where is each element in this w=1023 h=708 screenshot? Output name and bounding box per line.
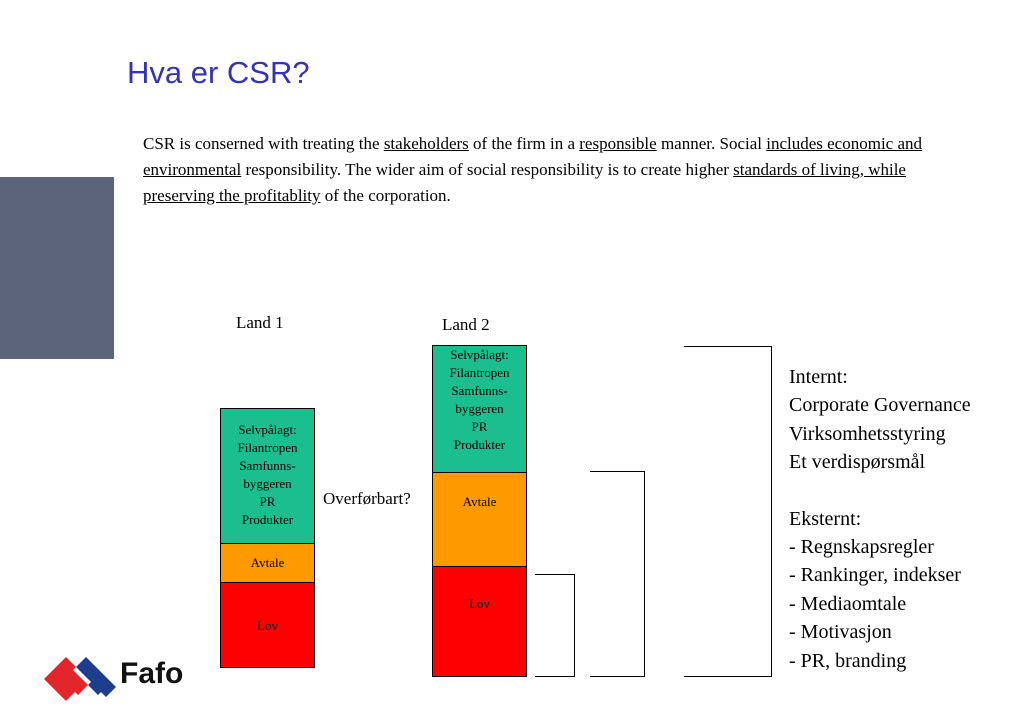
land1-green-line: Samfunns- [239, 458, 296, 473]
intro-text-5: of the corporation. [320, 186, 451, 205]
land2-green-line: Filantropen [449, 365, 510, 380]
land2-green-line: PR [471, 419, 488, 434]
land1-orange-label: Avtale [250, 555, 285, 570]
bracket-small [535, 574, 575, 677]
land1-green-segment [221, 409, 314, 544]
land2-green-line: Produkter [453, 437, 506, 452]
note-external-item: - Mediaomtale [789, 592, 907, 615]
land2-green-line: Samfunns- [451, 383, 508, 398]
notes-list [789, 363, 971, 675]
land2-red-label: Lov [469, 596, 490, 611]
intro-text-1: CSR is conserned with treating the [143, 134, 384, 153]
land2-stack [432, 345, 527, 677]
intro-paragraph [143, 131, 973, 209]
intro-text-2: of the firm in a [468, 134, 580, 153]
note-internal-heading: Internt: [789, 366, 848, 388]
intro-underline-responsible: responsible [579, 134, 657, 153]
note-internal-item: Virksomhetsstyring [789, 422, 946, 445]
land1-green-line: byggeren [243, 476, 292, 491]
bracket-large [684, 346, 772, 677]
fafo-logo-text: Fafo [120, 657, 184, 690]
land1-green-line: Filantropen [237, 440, 298, 455]
intro-underline-standards: standards of living, while preserving the profitablity [143, 160, 906, 205]
intro-link-stakeholders: stakeholders [383, 134, 469, 153]
note-external-heading: Eksternt: [789, 507, 862, 530]
land1-label: Land 1 [236, 313, 284, 332]
transferable-question: Overførbart? [323, 489, 411, 508]
note-external-item: - Rankinger, indekser [789, 564, 961, 587]
intro-underline-economic: includes economic and environmental [143, 134, 923, 179]
land1-red-label: Lov [257, 618, 278, 633]
intro-text-3: manner. Social [656, 134, 767, 153]
slide-title: Hva er CSR? [127, 55, 310, 90]
note-external-item: - PR, branding [789, 649, 907, 672]
fafo-logo-icon [42, 653, 118, 703]
land2-green-line: byggeren [455, 401, 504, 416]
notes-spacer [789, 477, 971, 505]
bracket-medium [590, 471, 645, 677]
land2-green-line: Selvpålagt: [450, 347, 509, 362]
fafo-logo [42, 653, 202, 703]
land1-green-line: PR [259, 494, 276, 509]
land2-label: Land 2 [442, 315, 490, 334]
note-internal-item: Corporate Governance [789, 394, 971, 417]
land1-red-segment [221, 583, 314, 667]
intro-text-4: responsibility. The wider aim of social responsibility is to create higher [241, 160, 734, 179]
land2-red-segment [433, 567, 526, 676]
land1-orange-segment [221, 544, 314, 583]
land2-orange-segment [433, 473, 526, 567]
note-external-item: - Regnskapsregler [789, 536, 934, 559]
land1-stack [220, 408, 315, 668]
land1-green-line: Produkter [241, 512, 294, 527]
note-internal-item: Et verdispørsmål [789, 451, 926, 474]
land1-green-line: Selvpålagt: [238, 422, 297, 437]
note-external-item: - Motivasjon [789, 621, 892, 644]
land2-green-segment [433, 346, 526, 473]
land2-orange-label: Avtale [462, 494, 497, 509]
sidebar-accent-block [0, 177, 114, 359]
